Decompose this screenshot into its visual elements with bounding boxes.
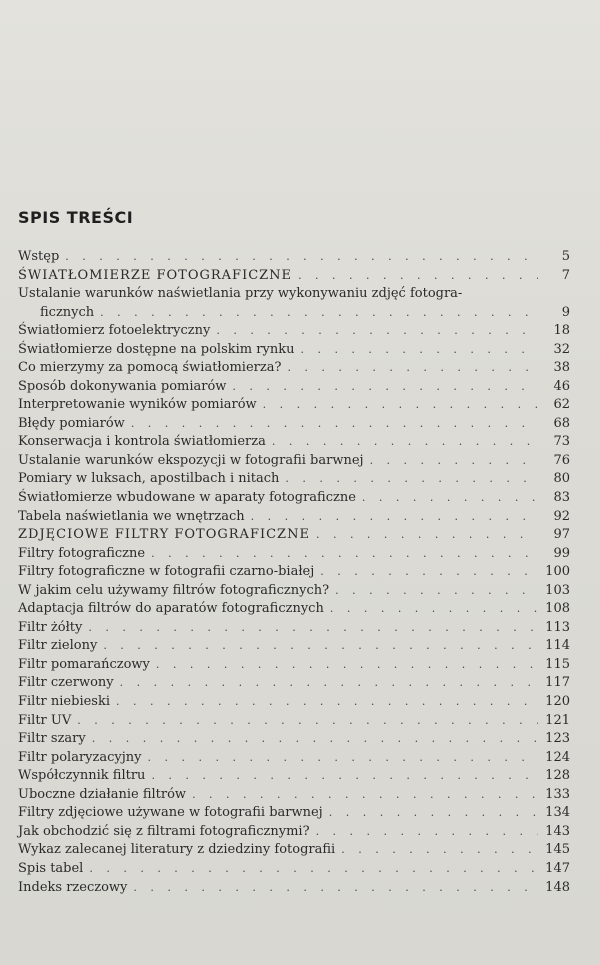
toc-entry-label: Filtry fotograficzne w fotografii czarno-białej — [18, 564, 315, 580]
toc-entry — [18, 674, 570, 693]
toc-entry — [18, 879, 570, 898]
toc-entry-page: 73 — [553, 434, 570, 450]
toc-entry-page: 113 — [545, 619, 570, 635]
toc-entry-label: Wykaz zalecanej literatury z dziedziny fotografii — [18, 842, 336, 858]
dot-leader — [272, 433, 538, 451]
toc-entry-label: Filtr niebieski — [18, 694, 111, 710]
toc-entry — [18, 415, 570, 434]
toc-entry-label: Uboczne działanie filtrów — [18, 786, 187, 802]
toc-entry-label: Jak obchodzić się z filtrami fotograficznymi? — [18, 823, 310, 839]
toc-section-heading — [18, 526, 570, 545]
dot-leader — [116, 693, 538, 711]
toc-entry — [18, 248, 570, 267]
toc-entry-page: 121 — [545, 712, 570, 728]
toc-entry-label: Wstęp — [18, 249, 60, 264]
toc-entry-label: Światłomierze dostępne na polskim rynku — [18, 341, 295, 357]
dot-leader — [232, 378, 538, 396]
dot-leader — [341, 841, 538, 859]
dot-leader — [192, 786, 538, 804]
toc-entry — [18, 489, 570, 508]
toc-entry-label: Spis tabel — [18, 860, 84, 876]
dot-leader — [65, 248, 538, 266]
toc-entry-page: 97 — [553, 527, 570, 543]
toc-entry-page: 117 — [545, 675, 570, 691]
toc-entry — [18, 285, 570, 322]
toc-entry — [18, 508, 570, 527]
dot-leader — [263, 396, 538, 414]
toc-entry-page: 83 — [553, 490, 570, 506]
toc-entry — [18, 619, 570, 638]
toc-entry-page: 100 — [545, 564, 570, 580]
dot-leader — [251, 508, 538, 526]
toc-entry-label: Konserwacja i kontrola światłomierza — [18, 434, 266, 450]
toc-entry — [18, 841, 570, 860]
toc-entry-label: Sposób dokonywania pomiarów — [18, 378, 227, 394]
toc-entry — [18, 396, 570, 415]
toc-entry-label: Filtr szary — [18, 731, 86, 747]
toc-entry-label: Filtr żółty — [18, 619, 83, 635]
toc-entry-page: 38 — [553, 360, 570, 376]
toc-entry-page: 103 — [545, 582, 570, 598]
toc-entry-label: Filtr pomarańczowy — [18, 656, 150, 672]
toc-entry — [18, 656, 570, 675]
toc-entry-page: 80 — [553, 471, 570, 487]
toc-entry-label: Filtr polaryzacyjny — [18, 749, 142, 765]
toc-entry — [18, 712, 570, 731]
toc-entry-page: 7 — [561, 267, 570, 283]
toc-entry-label: Filtr czerwony — [18, 675, 114, 691]
dot-leader — [316, 526, 538, 544]
toc-entry-label: Tabela naświetlania we wnętrzach — [18, 508, 245, 524]
dot-leader — [151, 767, 538, 785]
toc-entry-page: 134 — [545, 805, 570, 821]
dot-leader — [285, 470, 538, 488]
toc-entry-label: Interpretowanie wyników pomiarów — [18, 397, 257, 413]
dot-leader — [316, 823, 538, 841]
dot-leader — [120, 674, 538, 692]
toc-entry — [18, 767, 570, 786]
toc-entry-label: Światłomierz fotoelektryczny — [18, 323, 211, 339]
toc-entry — [18, 730, 570, 749]
dot-leader — [151, 545, 538, 563]
dot-leader — [329, 804, 538, 822]
toc-entry-page: 145 — [545, 842, 570, 858]
toc-entry-label: Współczynnik filtru — [18, 768, 146, 784]
toc-entry-page: 133 — [545, 786, 570, 802]
toc-entry-page: 5 — [561, 249, 570, 264]
toc-entry-label: Filtry fotograficzne — [18, 545, 146, 561]
toc-list — [18, 248, 570, 897]
toc-entry-page: 62 — [553, 397, 570, 413]
dot-leader — [89, 860, 538, 878]
toc-entry-page: 108 — [545, 601, 570, 617]
toc-entry-page: 76 — [553, 452, 570, 468]
toc-entry-page: 143 — [545, 823, 570, 839]
toc-entry-page: 18 — [553, 323, 570, 339]
toc-entry — [18, 600, 570, 619]
toc-entry-page: 115 — [545, 656, 570, 672]
dot-leader — [92, 730, 538, 748]
dot-leader — [100, 303, 538, 322]
toc-entry-label: Adaptacja filtrów do aparatów fotograficznych — [18, 601, 324, 617]
toc-entry — [18, 637, 570, 656]
toc-entry-page: 9 — [561, 305, 570, 321]
toc-entry-page: 123 — [545, 731, 570, 747]
dot-leader — [216, 322, 538, 340]
toc-entry — [18, 378, 570, 397]
toc-entry — [18, 545, 570, 564]
toc-entry-page: 68 — [553, 415, 570, 431]
toc-entry-page: 99 — [553, 545, 570, 561]
dot-leader — [300, 341, 538, 359]
toc-entry-page: 124 — [545, 749, 570, 765]
toc-entry — [18, 860, 570, 879]
toc-entry-page: 92 — [553, 508, 570, 524]
dot-leader — [362, 489, 538, 507]
toc-entry — [18, 359, 570, 378]
toc-title: SPIS TREŚCI — [18, 208, 134, 227]
toc-entry-page: 32 — [553, 341, 570, 357]
toc-entry-page: 114 — [545, 638, 570, 654]
toc-entry-label: Indeks rzeczowy — [18, 879, 128, 895]
toc-entry — [18, 322, 570, 341]
toc-entry-label: Filtry zdjęciowe używane w fotografii barwnej — [18, 805, 323, 821]
dot-leader — [148, 749, 539, 767]
toc-entry — [18, 786, 570, 805]
toc-entry — [18, 693, 570, 712]
toc-entry — [18, 452, 570, 471]
toc-entry-label: Filtr UV — [18, 712, 72, 728]
toc-entry — [18, 582, 570, 601]
toc-entry-label: Filtr zielony — [18, 638, 98, 654]
toc-entry-label: Pomiary w luksach, apostilbach i nitach — [18, 471, 280, 487]
toc-entry-label: Ustalanie warunków naświetlania przy wykonywaniu zdjęć fotogra- — [18, 286, 463, 302]
toc-entry-page: 46 — [553, 378, 570, 394]
toc-entry-label: Co mierzymy za pomocą światłomierza? — [18, 360, 282, 376]
toc-entry-page: 120 — [545, 694, 570, 710]
toc-entry — [18, 470, 570, 489]
toc-entry — [18, 433, 570, 452]
dot-leader — [103, 637, 538, 655]
dot-leader — [88, 619, 538, 637]
dot-leader — [156, 656, 538, 674]
toc-entry — [18, 823, 570, 842]
dot-leader — [133, 879, 538, 897]
toc-entry-label: Światłomierze wbudowane w aparaty fotograficzne — [18, 490, 356, 506]
toc-entry — [18, 563, 570, 582]
toc-entry-page: 148 — [545, 879, 570, 895]
dot-leader — [330, 600, 538, 618]
toc-entry-label: ZDJĘCIOWE FILTRY FOTOGRAFICZNE — [18, 527, 310, 543]
toc-entry-label: Ustalanie warunków ekspozycji w fotografii barwnej — [18, 452, 364, 468]
toc-entry — [18, 341, 570, 360]
toc-entry-page: 128 — [545, 768, 570, 784]
dot-leader — [335, 582, 538, 600]
dot-leader — [298, 267, 538, 285]
toc-section-heading — [18, 267, 570, 286]
toc-entry-label-continuation: ficznych — [40, 305, 95, 321]
dot-leader — [287, 359, 538, 377]
dot-leader — [131, 415, 538, 433]
toc-entry-label: W jakim celu używamy filtrów fotograficznych? — [18, 582, 330, 598]
toc-entry-label: ŚWIATŁOMIERZE FOTOGRAFICZNE — [18, 267, 293, 283]
dot-leader — [370, 452, 538, 470]
dot-leader — [320, 563, 538, 581]
dot-leader — [77, 712, 538, 730]
toc-entry — [18, 749, 570, 768]
toc-entry-label: Błędy pomiarów — [18, 415, 125, 431]
toc-entry-page: 147 — [545, 860, 570, 876]
toc-entry — [18, 804, 570, 823]
